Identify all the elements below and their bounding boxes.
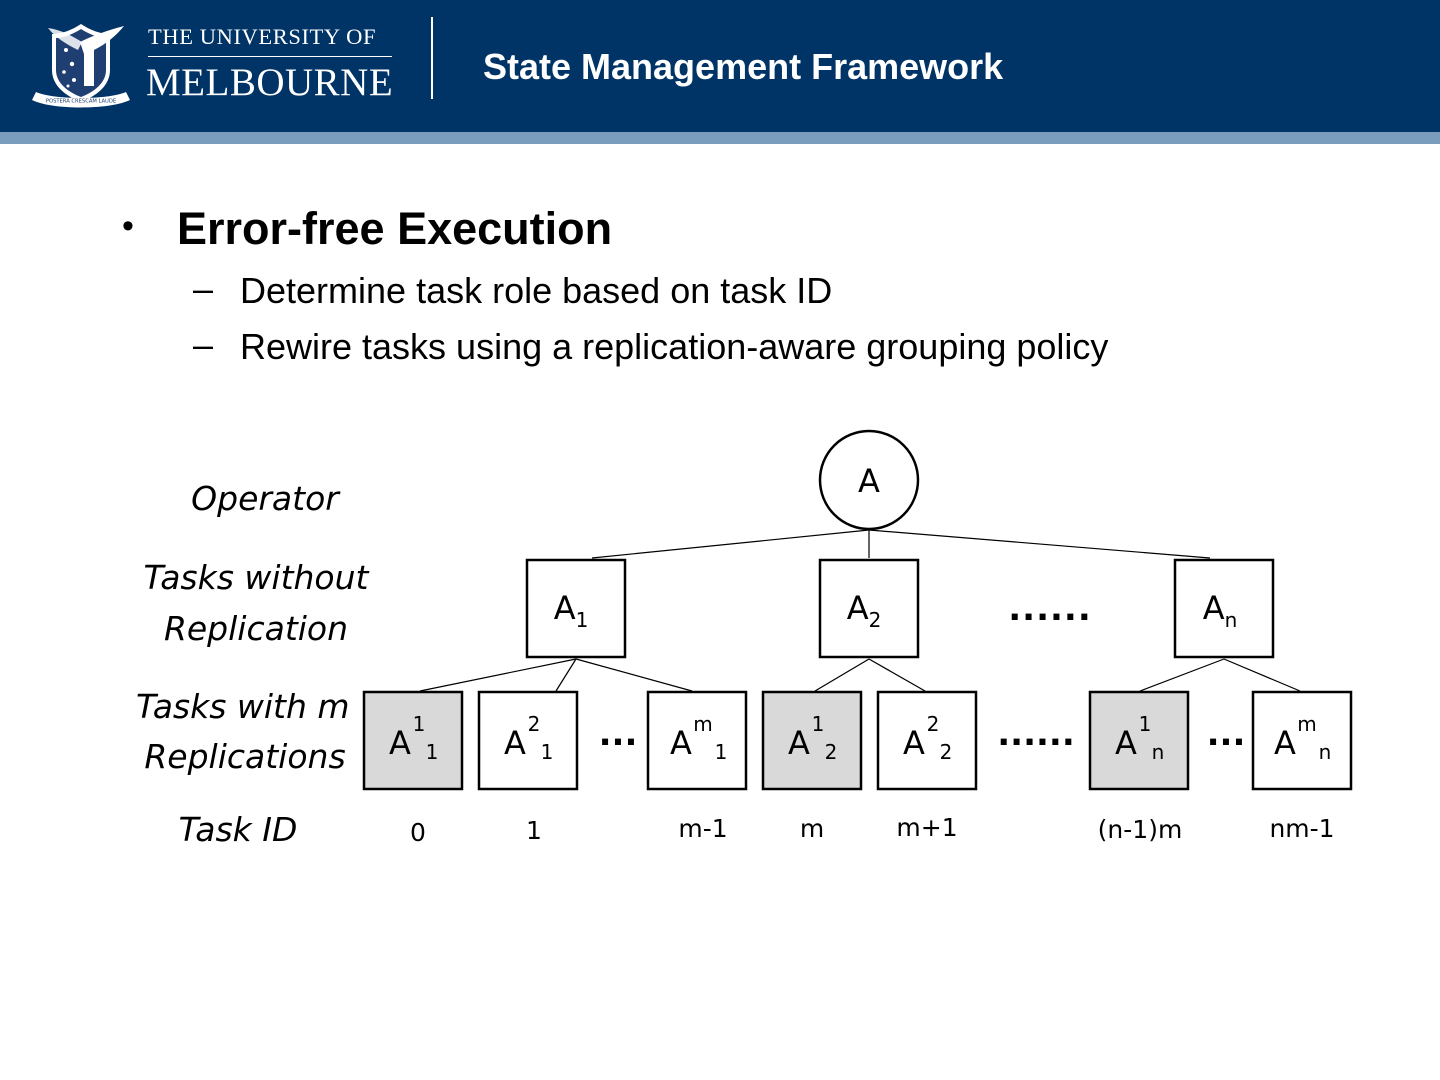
replica-node — [1253, 692, 1351, 789]
bullet-dot-icon: • — [122, 207, 134, 245]
replica-base: A — [504, 724, 526, 762]
replica-superscript: m — [1297, 712, 1317, 736]
replica-superscript: m — [693, 712, 713, 736]
crest-motto: POSTERA CRESCAM LAUDE — [45, 98, 117, 105]
row-label-replication: Replication — [163, 609, 349, 648]
row-label-tasks-without: Tasks without — [143, 558, 369, 597]
task-subscript: 1 — [575, 608, 589, 632]
replica-subscript: 1 — [714, 740, 728, 764]
replica-superscript: 1 — [412, 712, 426, 736]
task-id: m+1 — [896, 813, 958, 842]
replica-subscript: n — [1318, 740, 1332, 764]
replica-node — [1090, 692, 1188, 789]
university-name-line1: THE UNIVERSITY OF — [148, 24, 377, 49]
task-id-row — [410, 813, 1335, 847]
university-name-line2: MELBOURNE — [146, 61, 394, 104]
replication-diagram — [0, 400, 1440, 880]
university-crest-icon — [28, 20, 134, 108]
row-label-tasks-with: Tasks with m — [136, 687, 350, 726]
header-banner — [0, 0, 1440, 132]
replica-node — [648, 692, 746, 789]
sub-bullet-text: Rewire tasks using a replication-aware grouping policy — [240, 326, 1109, 367]
task-subscript: 2 — [868, 608, 882, 632]
operator-node-label: A — [858, 462, 880, 500]
sub-bullet-text: Determine task role based on task ID — [240, 270, 833, 311]
task-id: m — [799, 814, 825, 843]
task-label: A — [846, 589, 869, 627]
task-node — [1175, 560, 1273, 657]
replica-subscript: 1 — [425, 740, 439, 764]
header-stripe — [0, 132, 1440, 144]
replica-node — [763, 692, 861, 789]
replica-superscript: 2 — [527, 712, 541, 736]
replica-base: A — [670, 724, 692, 762]
task-subscript: n — [1224, 608, 1238, 632]
task-id: 0 — [410, 818, 426, 847]
row-label-task-id: Task ID — [178, 810, 298, 849]
task-label: A — [553, 589, 576, 627]
task-ellipsis: ...... — [1008, 589, 1092, 629]
operator-node — [820, 431, 918, 529]
replica-superscript: 2 — [926, 712, 940, 736]
replica-base: A — [903, 724, 925, 762]
task-layer — [527, 560, 1273, 657]
task-id: m-1 — [678, 814, 728, 843]
dash-icon: – — [193, 324, 214, 365]
replica-node — [364, 692, 462, 789]
replica-base: A — [1274, 724, 1296, 762]
replica-subscript: 2 — [824, 740, 838, 764]
row-label-operator: Operator — [191, 479, 339, 518]
replica-subscript: n — [1151, 740, 1165, 764]
replica-superscript: 1 — [1138, 712, 1152, 736]
replica-ellipsis: ... — [598, 714, 638, 754]
university-name-rule — [148, 56, 392, 57]
main-bullet-text: Error-free Execution — [177, 203, 613, 254]
dash-icon: – — [193, 268, 214, 309]
task-node — [527, 560, 625, 657]
replica-base: A — [1115, 724, 1137, 762]
replica-ellipsis: ... — [1206, 714, 1246, 754]
task-label: A — [1202, 589, 1225, 627]
replica-ellipsis: ...... — [997, 714, 1075, 754]
header-divider — [431, 17, 433, 99]
replica-layer — [364, 692, 1351, 789]
task-id: nm-1 — [1269, 814, 1335, 843]
replica-base: A — [389, 724, 411, 762]
replica-superscript: 1 — [811, 712, 825, 736]
task-id: (n-1)m — [1097, 815, 1183, 844]
task-node — [820, 560, 918, 657]
replica-node — [878, 692, 976, 789]
replica-node — [479, 692, 577, 789]
slide-title: State Management Framework — [483, 46, 1004, 87]
replica-subscript: 2 — [939, 740, 953, 764]
row-label-replications: Replications — [144, 737, 346, 776]
replica-base: A — [788, 724, 810, 762]
task-id: 1 — [526, 816, 542, 845]
replica-subscript: 1 — [540, 740, 554, 764]
